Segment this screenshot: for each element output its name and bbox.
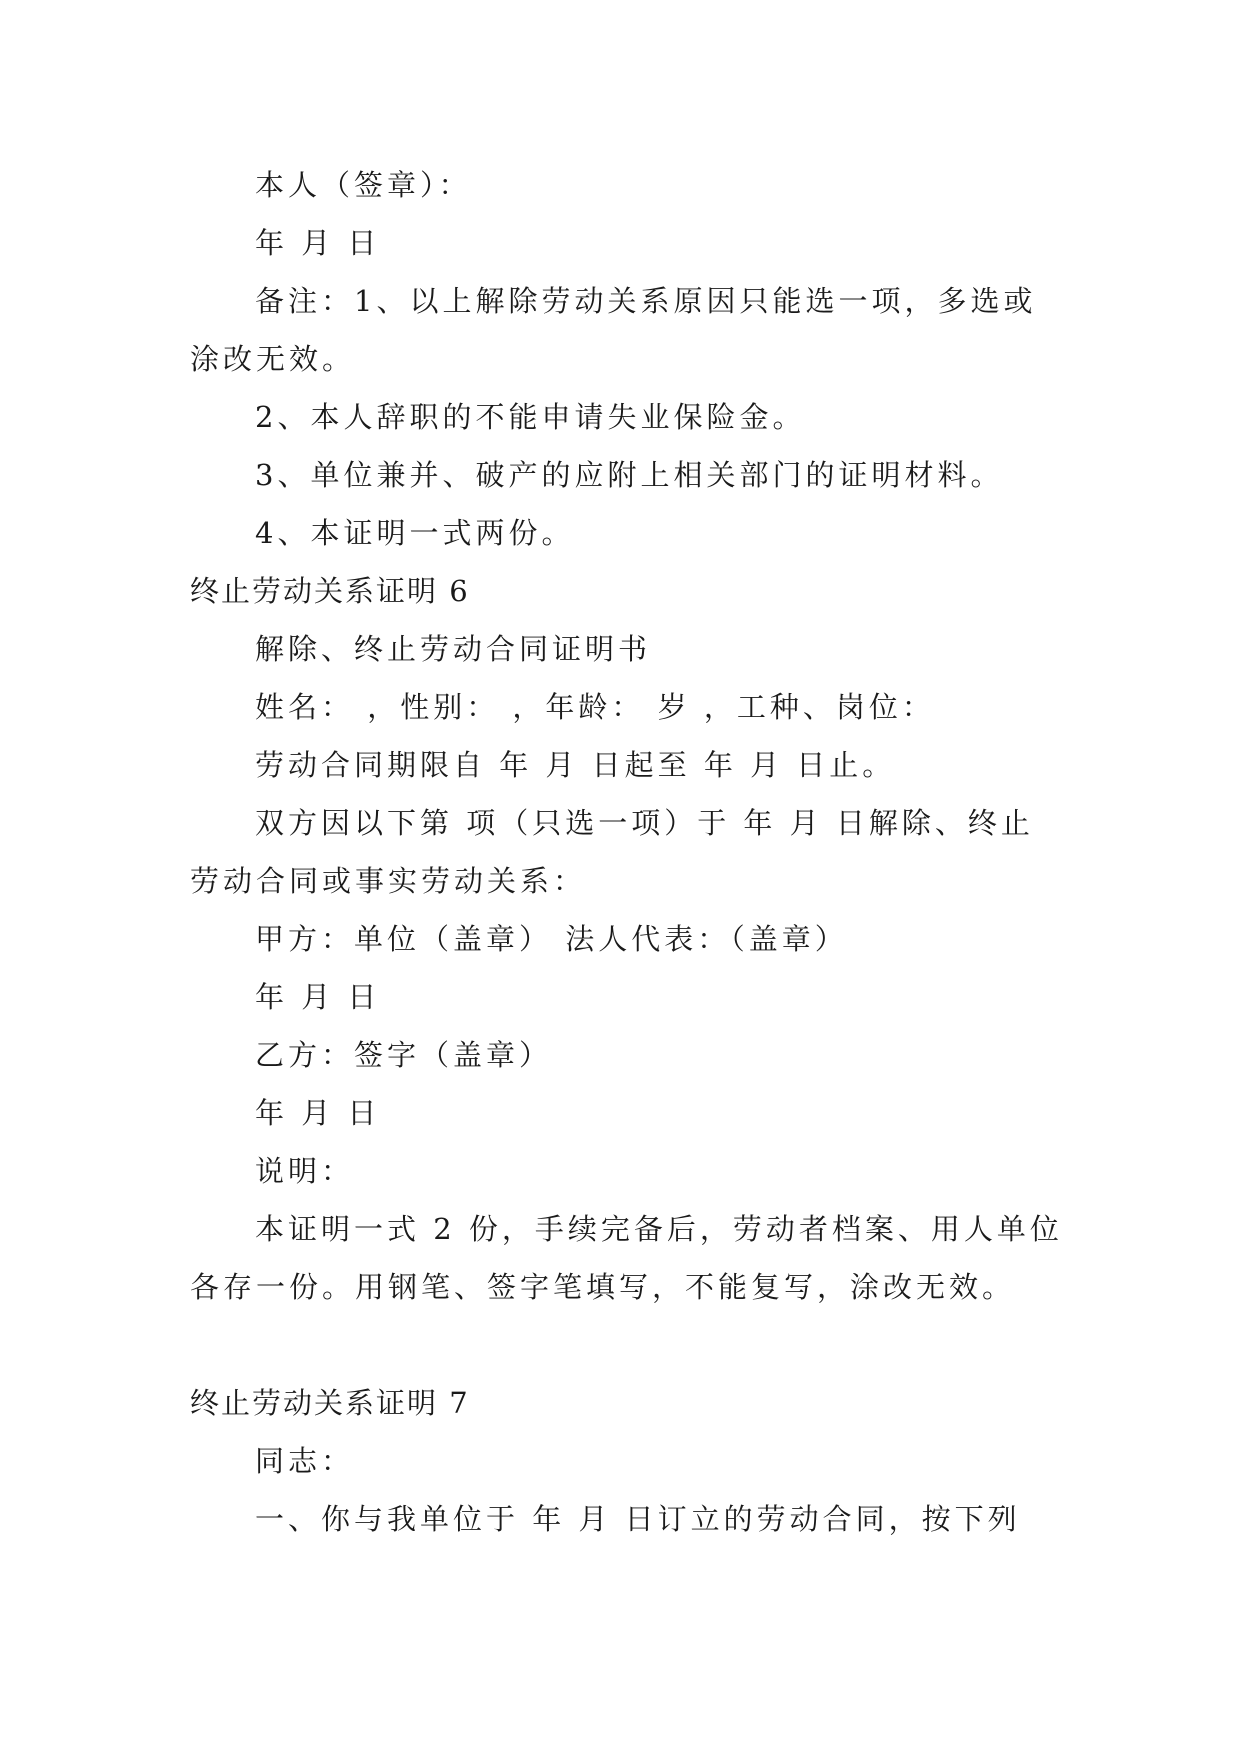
explanation-label: 说明：	[255, 1154, 355, 1188]
remark-line-2: 2、本人辞职的不能申请失业保险金。	[255, 400, 806, 434]
termination-reason-line: 双方因以下第 项（只选一项）于 年 月 日解除、终止	[255, 806, 1034, 840]
remark-line-4: 4、本证明一式两份。	[255, 516, 575, 550]
signature-line: 本人（签章）：	[255, 168, 472, 202]
party-a-date-line: 年 月 日	[255, 980, 381, 1014]
salutation-line: 同志：	[255, 1444, 355, 1478]
contract-period-line: 劳动合同期限自 年 月 日起至 年 月 日止。	[255, 748, 896, 782]
party-a-line: 甲方：单位（盖章） 法人代表：（盖章）	[255, 922, 848, 956]
personal-info-line: 姓名： ，性别： ，年龄： 岁 ，工种、岗位：	[255, 690, 935, 724]
date-line: 年 月 日	[255, 226, 381, 260]
explanation-line-2: 各存一份。用钢笔、签字笔填写，不能复写，涂改无效。	[190, 1270, 1016, 1304]
section-title-7: 终止劳动关系证明 7	[190, 1386, 470, 1420]
clause-one-line: 一、你与我单位于 年 月 日订立的劳动合同，按下列	[255, 1502, 1021, 1536]
section-title-6: 终止劳动关系证明 6	[190, 574, 470, 608]
remark-line-1: 备注：1、以上解除劳动关系原因只能选一项，多选或	[255, 284, 1037, 318]
certificate-title: 解除、终止劳动合同证明书	[255, 632, 652, 666]
explanation-line-1: 本证明一式 2 份，手续完备后，劳动者档案、用人单位	[255, 1212, 1063, 1246]
remark-line-1-cont: 涂改无效。	[190, 342, 356, 376]
remark-line-3: 3、单位兼并、破产的应附上相关部门的证明材料。	[255, 458, 1004, 492]
termination-reason-line-cont: 劳动合同或事实劳动关系：	[190, 864, 587, 898]
party-b-date-line: 年 月 日	[255, 1096, 381, 1130]
party-b-line: 乙方：签字（盖章）	[255, 1038, 553, 1072]
